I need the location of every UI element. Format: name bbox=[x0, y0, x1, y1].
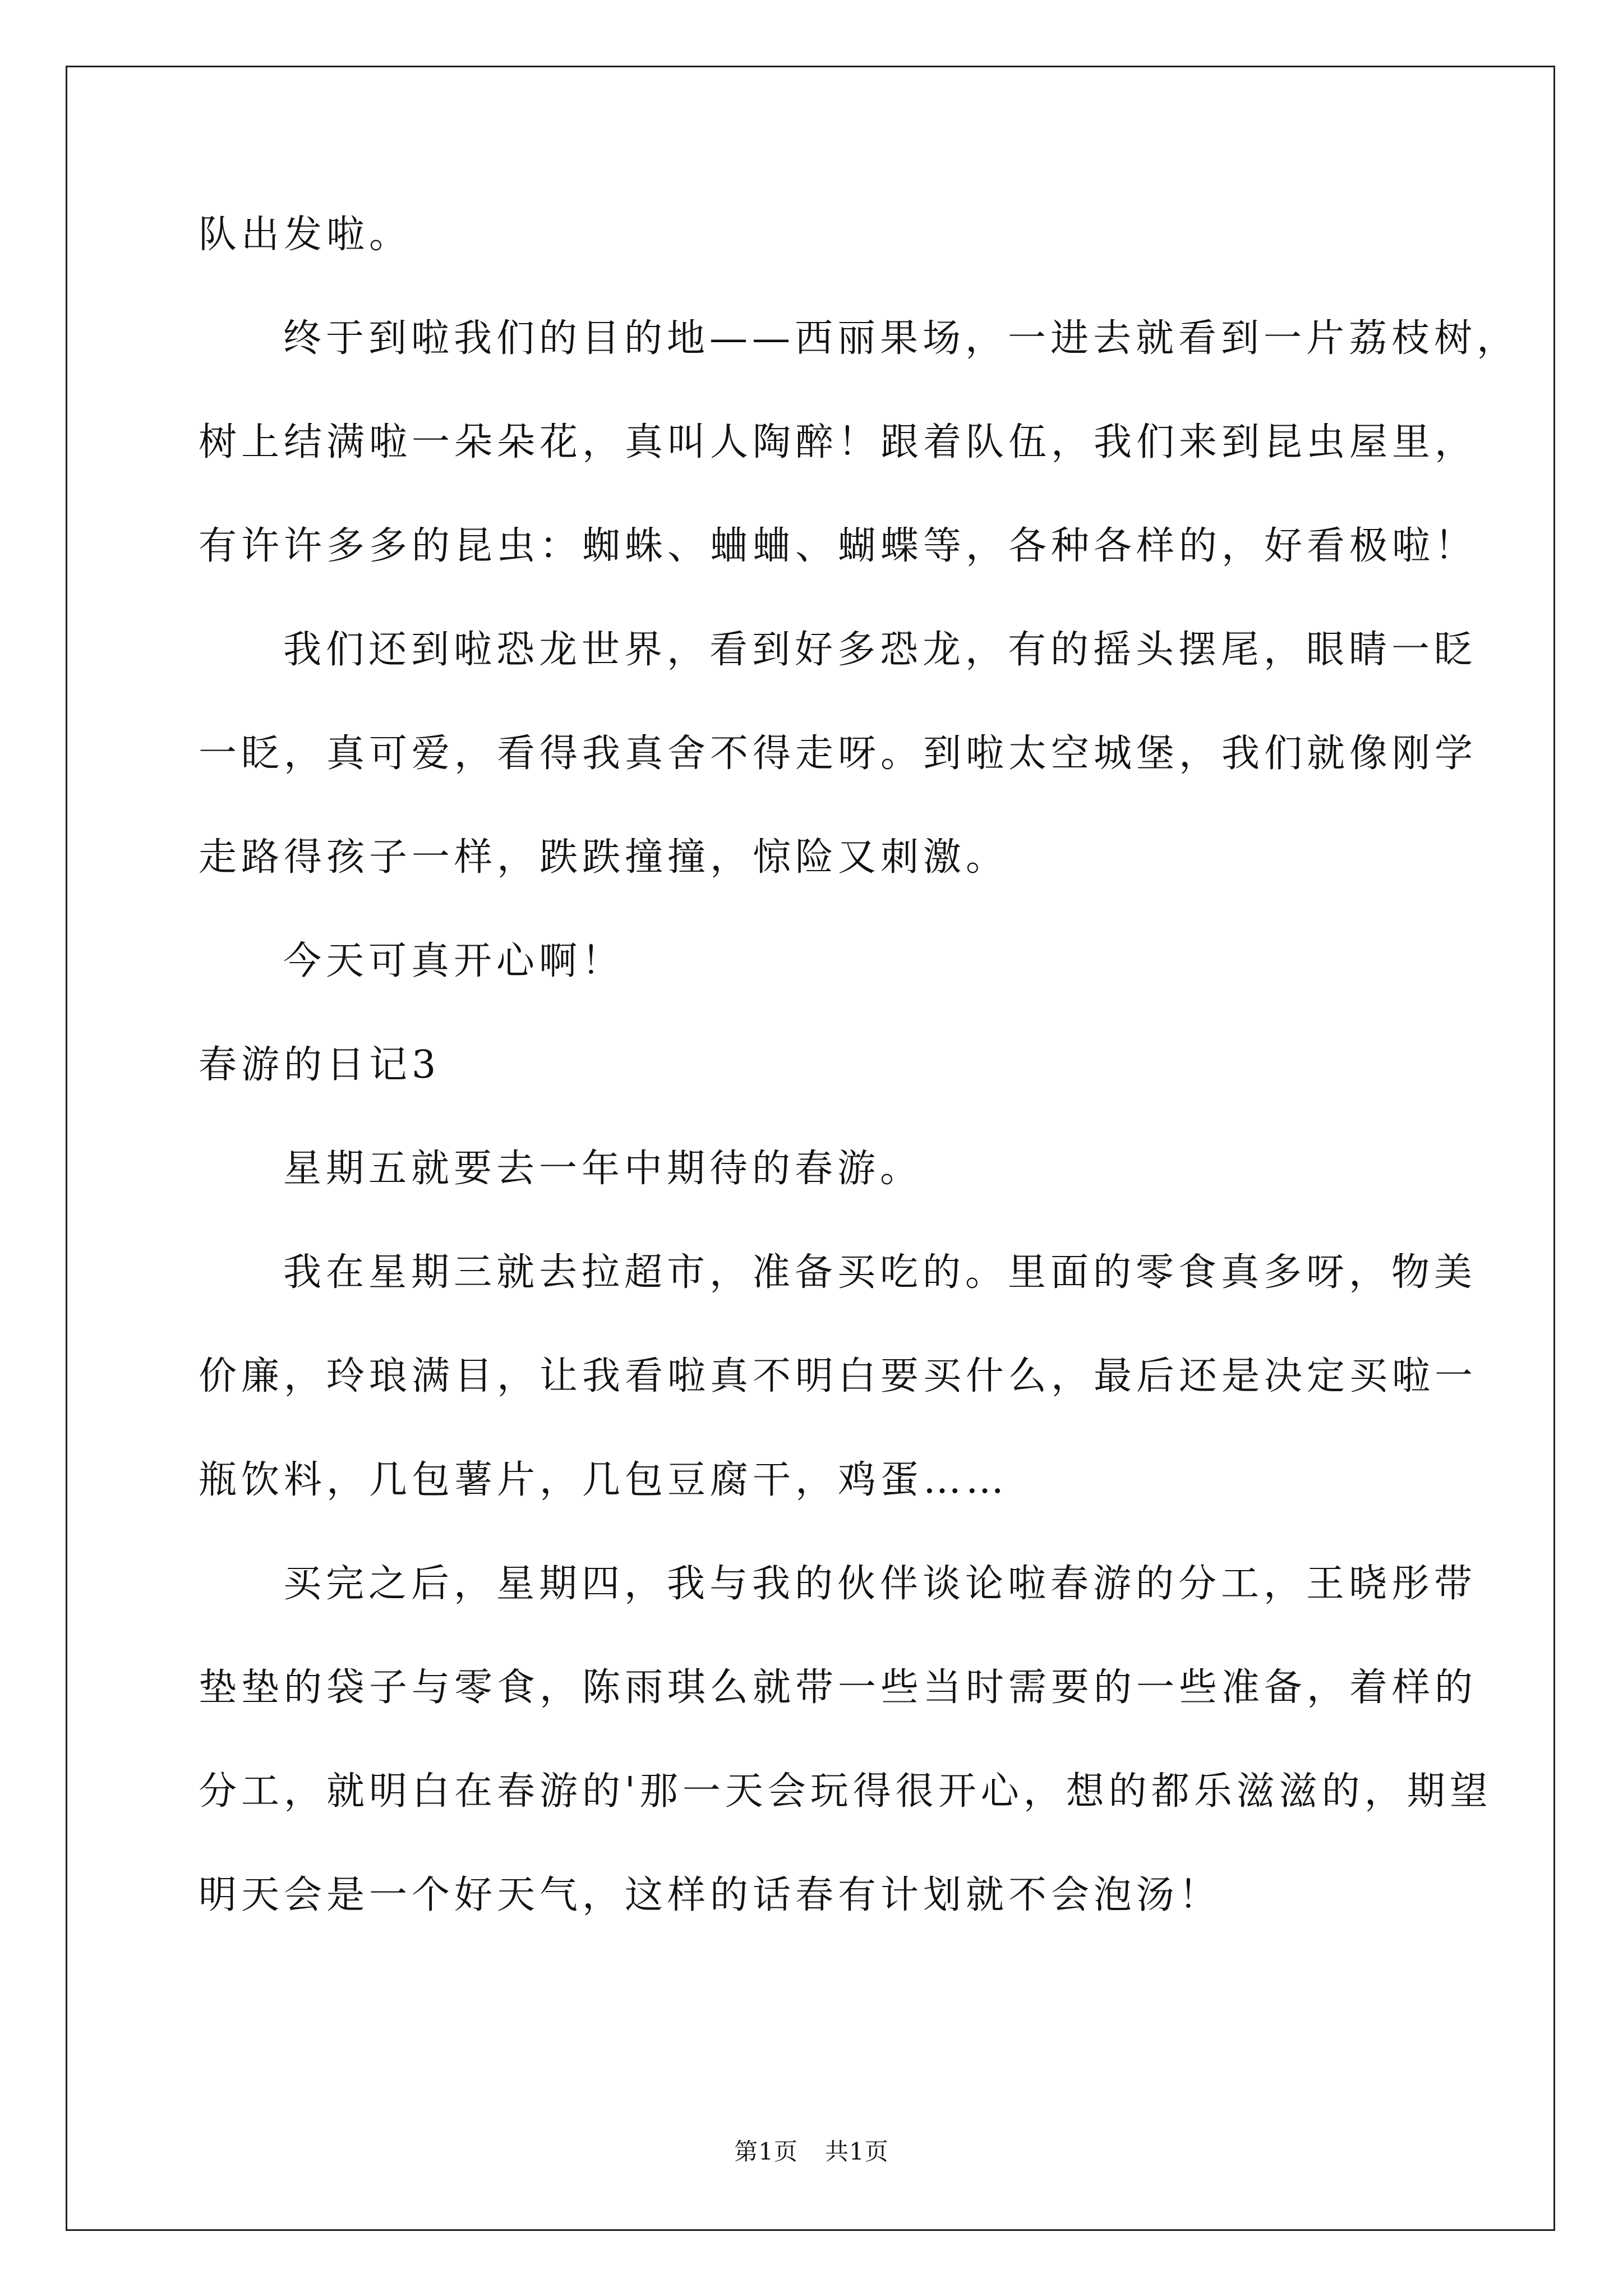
paragraph-line: 我们还到啦恐龙世界，看到好多恐龙，有的摇头摆尾，眼睛一眨 bbox=[283, 628, 1477, 672]
text-line: 树上结满啦一朵朵花，真叫人陶醉！跟着队伍，我们来到昆虫屋里， bbox=[199, 420, 1478, 464]
text-line: 队出发啦。 bbox=[199, 213, 412, 257]
paragraph-line: 买完之后，星期四，我与我的伙伴谈论啦春游的分工，王晓彤带 bbox=[283, 1562, 1477, 1606]
paragraph-line: 终于到啦我们的目的地——西丽果场，一进去就看到一片荔枝树， bbox=[283, 316, 1520, 361]
text-line: 瓶饮料，几包薯片，几包豆腐干，鸡蛋…… bbox=[199, 1458, 1009, 1502]
paragraph-line: 今天可真开心啊！ bbox=[283, 939, 625, 983]
text-line: 一眨，真可爱，看得我真舍不得走呀。到啦太空城堡，我们就像刚学 bbox=[199, 731, 1478, 776]
text-line: 垫垫的袋子与零食，陈雨琪么就带一些当时需要的一些准备，着样的 bbox=[199, 1665, 1478, 1710]
page-total: 共1页 bbox=[825, 2138, 889, 2165]
page-footer bbox=[0, 2133, 1623, 2167]
paragraph-line: 我在星期三就去拉超市，准备买吃的。里面的零食真多呀，物美 bbox=[283, 1250, 1477, 1295]
text-line: 价廉，玲琅满目，让我看啦真不明白要买什么，最后还是决定买啦一 bbox=[199, 1354, 1478, 1398]
section-heading: 春游的日记3 bbox=[199, 1043, 441, 1087]
text-line: 有许许多多的昆虫：蜘蛛、蛐蛐、蝴蝶等，各种各样的，好看极啦！ bbox=[199, 524, 1478, 568]
text-line: 分工，就明白在春游的'那一天会玩得很开心，想的都乐滋滋的，期望 bbox=[199, 1769, 1492, 1814]
paragraph-line: 星期五就要去一年中期待的春游。 bbox=[283, 1147, 923, 1191]
text-line: 走路得孩子一样，跌跌撞撞，惊险又刺激。 bbox=[199, 835, 1009, 880]
text-line: 明天会是一个好天气，这样的话春有计划就不会泡汤！ bbox=[199, 1873, 1222, 1917]
page-number: 第1页 bbox=[734, 2138, 798, 2165]
